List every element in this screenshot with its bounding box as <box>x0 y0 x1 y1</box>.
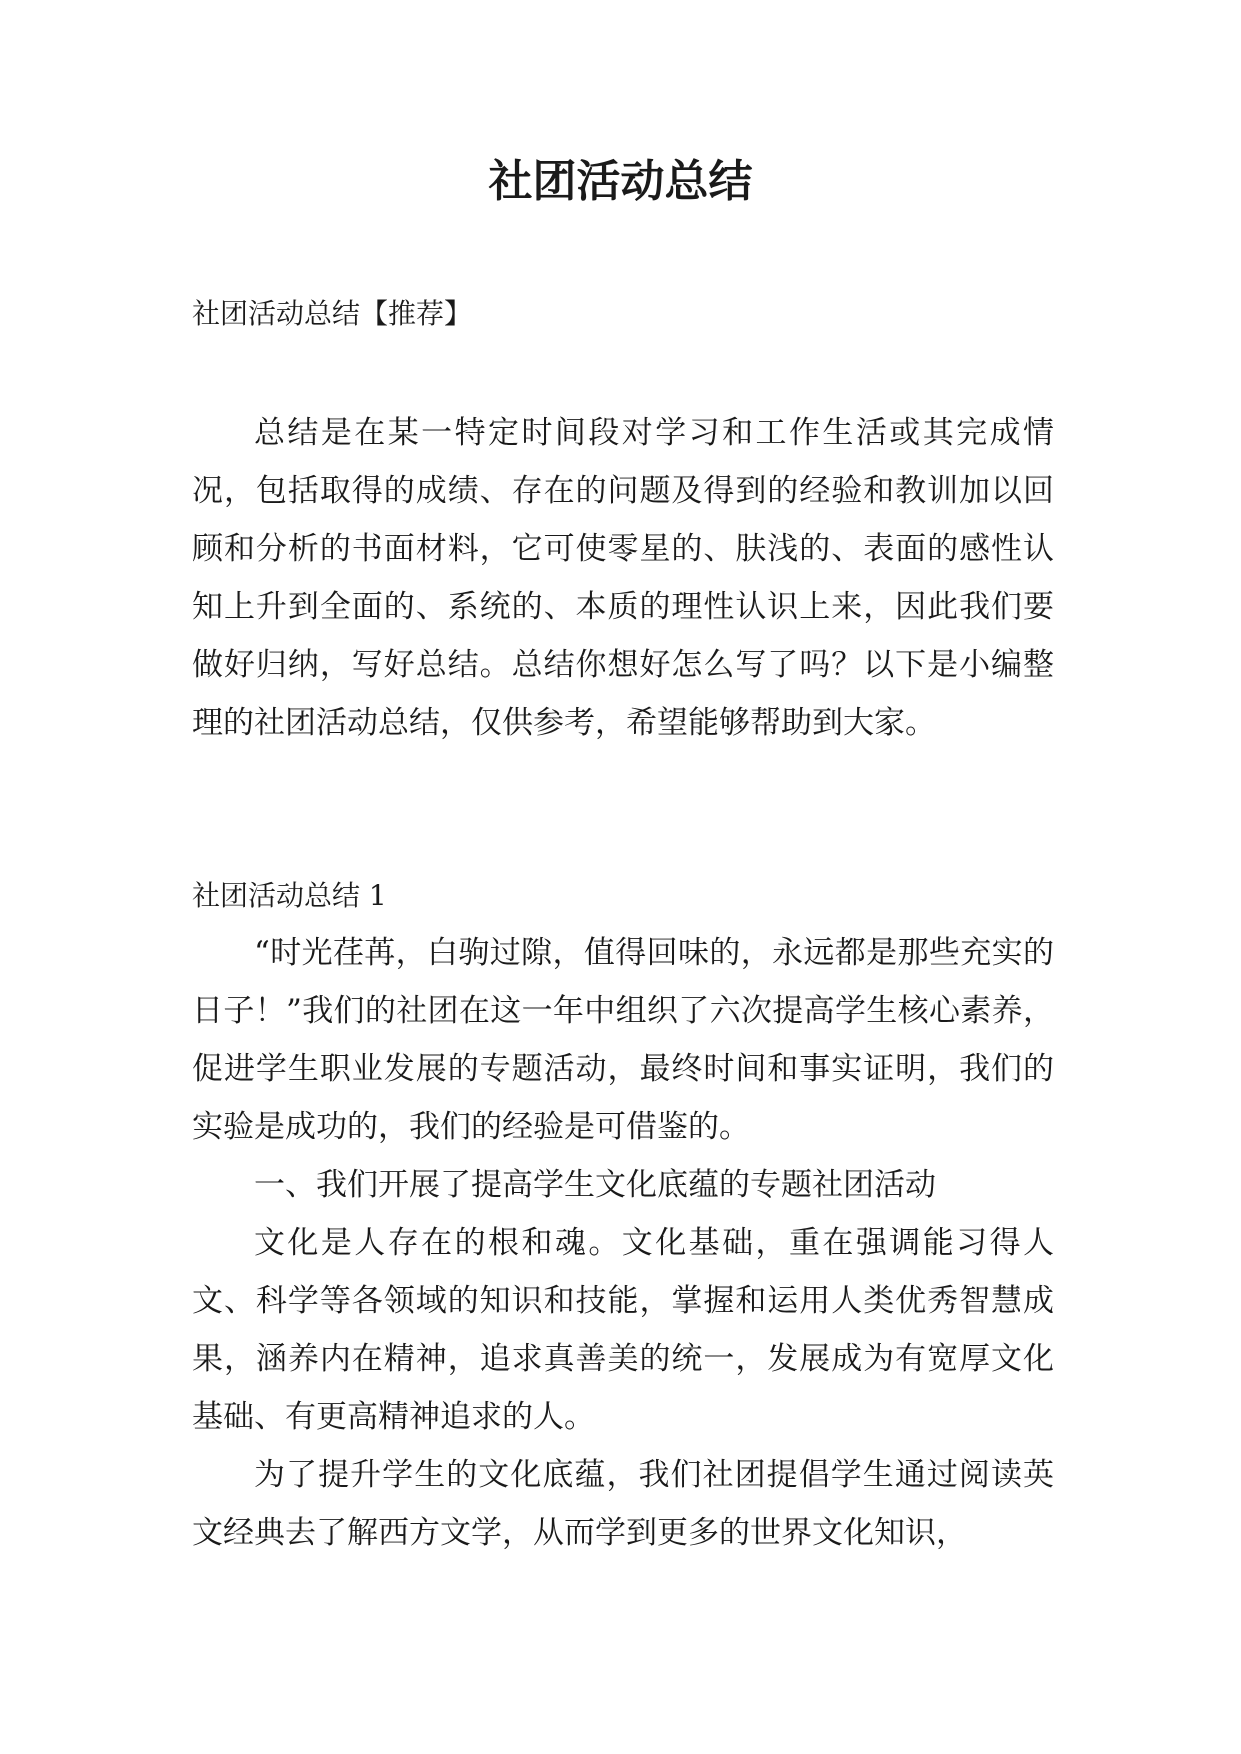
document-title: 社团活动总结 <box>488 156 753 207</box>
intro-paragraph: 总结是在某一特定时间段对学习和工作生活或其完成情况，包括取得的成绩、存在的问题及得到的经验和教训加以回顾和分析的书面材料，它可使零星的、肤浅的、表面的感性认知上升到全面的、系统的、本质的理性认识上来，因此我们要做好归纳，写好总结。总结你想好怎么写了吗？以下是小编整理的社团活动总结，仅供参考，希望能够帮助到大家。 <box>192 415 1054 741</box>
body-paragraph: “时光荏苒，白驹过隙，值得回味的，永远都是那些充实的日子！”我们的社团在这一年中组织了六次提高学生核心素养，促进学生职业发展的专题活动，最终时间和事实证明，我们的实验是成功的，我们的经验是可借鉴的。 <box>192 935 1054 1145</box>
body-paragraph: 文化是人存在的根和魂。文化基础，重在强调能习得人文、科学等各领域的知识和技能，掌握和运用人类优秀智慧成果，涵养内在精神，追求真善美的统一，发展成为有宽厚文化基础、有更高精神追求的人。 <box>192 1225 1054 1435</box>
body-paragraph: 为了提升学生的文化底蕴，我们社团提倡学生通过阅读英文经典去了解西方文学，从而学到更多的世界文化知识， <box>192 1457 1054 1551</box>
section-heading: 社团活动总结 1 <box>192 879 387 912</box>
subsection-heading: 一、我们开展了提高学生文化底蕴的专题社团活动 <box>254 1167 936 1203</box>
document-subtitle: 社团活动总结【推荐】 <box>192 297 473 330</box>
